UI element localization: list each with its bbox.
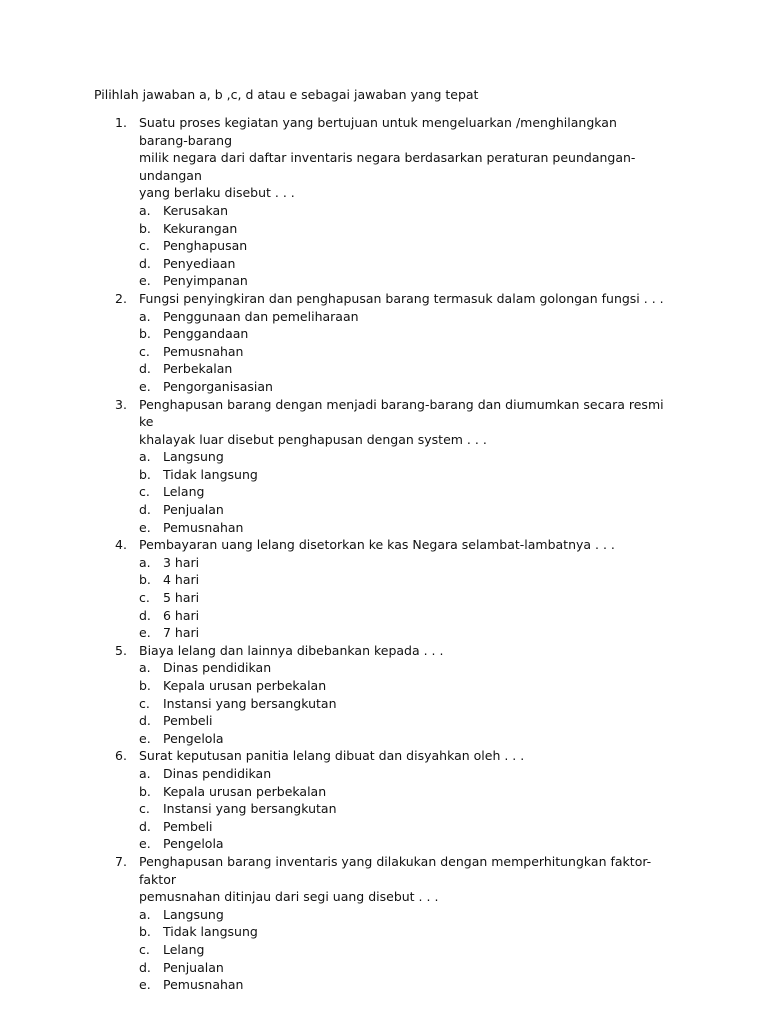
answer-option: [0, 501, 768, 519]
option-letter: e.: [139, 730, 151, 746]
option-letter: b.: [139, 678, 151, 693]
question-text-line: pemusnahan ditinjau dari segi uang disebut . . .: [139, 889, 439, 905]
option-letter: d.: [139, 607, 151, 623]
option-text: Perbekalan: [163, 361, 233, 377]
option-letter: e.: [139, 836, 151, 852]
option-letter: b.: [139, 326, 151, 342]
option-text: Kekurangan: [163, 220, 238, 236]
answer-option: [0, 220, 768, 238]
question-number: 7.: [115, 853, 127, 869]
option-text: Lelang: [163, 484, 205, 500]
question-item: [0, 853, 768, 994]
question-item: [0, 642, 768, 748]
option-text: Tidak langsung: [163, 924, 258, 940]
option-text: Pembeli: [163, 713, 213, 729]
question-row: [0, 853, 669, 906]
answer-option: [0, 448, 768, 466]
option-letter: c.: [139, 343, 150, 359]
option-letter: a.: [139, 308, 151, 324]
answer-option: [0, 466, 768, 484]
option-text: Pengelola: [163, 730, 224, 746]
option-text: Penghapusan: [163, 238, 248, 254]
answer-option: [0, 272, 768, 290]
answer-option: [0, 483, 768, 501]
answer-option: [0, 800, 768, 818]
option-letter: b.: [139, 783, 151, 799]
question-text-line: Fungsi penyingkiran dan penghapusan barang termasuk dalam golongan fungsi . . .: [139, 290, 664, 306]
option-text: Pemusnahan: [163, 519, 244, 535]
option-text: 4 hari: [163, 572, 200, 588]
option-text: Langsung: [163, 906, 224, 922]
option-text: 3 hari: [163, 554, 200, 570]
option-list: [0, 308, 768, 396]
question-row: [0, 290, 669, 308]
option-text: 7 hari: [163, 625, 200, 641]
option-text: Kepala urusan perbekalan: [163, 783, 327, 799]
option-list: [0, 906, 768, 994]
answer-option: [0, 906, 768, 924]
question-item: [0, 536, 768, 642]
option-text: Dinas pendidikan: [163, 660, 272, 676]
question-row: [0, 536, 669, 554]
option-letter: e.: [139, 273, 151, 289]
question-text-line: khalayak luar disebut penghapusan dengan system . . .: [139, 431, 487, 447]
option-text: Pengorganisasian: [163, 378, 273, 394]
option-text: Dinas pendidikan: [163, 765, 272, 781]
option-letter: c.: [139, 590, 150, 606]
option-letter: b.: [139, 924, 151, 940]
question-text-line: Penghapusan barang inventaris yang dilakukan dengan memperhitungkan faktor-faktor: [139, 853, 652, 887]
question-item: [0, 747, 768, 853]
answer-option: [0, 571, 768, 589]
answer-option: [0, 730, 768, 748]
answer-option: [0, 941, 768, 959]
option-text: Langsung: [163, 449, 224, 465]
question-item: [0, 396, 768, 537]
answer-option: [0, 624, 768, 642]
option-text: Penyimpanan: [163, 273, 248, 289]
option-text: Kepala urusan perbekalan: [163, 678, 327, 693]
option-letter: c.: [139, 695, 150, 711]
option-text: Instansi yang bersangkutan: [163, 801, 337, 817]
question-text-line: yang berlaku disebut . . .: [139, 185, 295, 201]
option-letter: a.: [139, 660, 151, 676]
option-letter: c.: [139, 801, 150, 817]
question-number: 4.: [115, 537, 127, 553]
answer-option: [0, 325, 768, 343]
answer-option: [0, 959, 768, 977]
option-letter: d.: [139, 818, 151, 834]
option-letter: a.: [139, 765, 151, 781]
answer-option: [0, 308, 768, 326]
question-list: [0, 114, 768, 994]
option-letter: c.: [139, 941, 150, 957]
answer-option: [0, 783, 768, 801]
option-text: Pemusnahan: [163, 343, 244, 359]
option-text: 6 hari: [163, 607, 200, 623]
option-text: 5 hari: [163, 590, 200, 606]
option-letter: d.: [139, 361, 151, 377]
answer-option: [0, 607, 768, 625]
option-letter: b.: [139, 466, 151, 482]
option-text: Penggandaan: [163, 326, 249, 342]
question-number: 5.: [115, 642, 127, 658]
answer-option: [0, 695, 768, 713]
question-item: [0, 290, 768, 396]
answer-option: [0, 360, 768, 378]
question-item: [0, 114, 768, 290]
answer-option: [0, 659, 768, 677]
question-text-line: Pembayaran uang lelang disetorkan ke kas Negara selambat-lambatnya . . .: [139, 537, 615, 553]
option-letter: c.: [139, 238, 150, 254]
answer-option: [0, 589, 768, 607]
option-text: Lelang: [163, 941, 205, 957]
option-letter: e.: [139, 625, 151, 641]
answer-option: [0, 712, 768, 730]
option-list: [0, 448, 768, 536]
question-text-line: Suatu proses kegiatan yang bertujuan untuk mengeluarkan /menghilangkan barang-barang: [139, 115, 617, 148]
answer-option: [0, 554, 768, 572]
answer-option: [0, 835, 768, 853]
option-letter: a.: [139, 202, 151, 218]
question-number: 3.: [115, 396, 127, 412]
question-number: 2.: [115, 290, 127, 306]
question-text-line: Surat keputusan panitia lelang dibuat dan disyahkan oleh . . .: [139, 748, 525, 764]
answer-option: [0, 923, 768, 941]
question-row: [0, 642, 669, 660]
question-number: 1.: [115, 115, 127, 130]
option-list: [0, 554, 768, 642]
option-letter: b.: [139, 220, 151, 236]
answer-option: [0, 519, 768, 537]
instruction-text: Pilihlah jawaban a, b ,c, d atau e sebagai jawaban yang tepat: [94, 87, 479, 102]
option-letter: a.: [139, 906, 151, 922]
question-number: 6.: [115, 748, 127, 764]
option-letter: e.: [139, 977, 151, 993]
option-letter: d.: [139, 713, 151, 729]
option-text: Kerusakan: [163, 202, 229, 218]
option-text: Penyediaan: [163, 255, 236, 271]
answer-option: [0, 202, 768, 220]
answer-option: [0, 818, 768, 836]
option-text: Pemusnahan: [163, 977, 244, 993]
option-letter: e.: [139, 519, 151, 535]
answer-option: [0, 255, 768, 273]
option-text: Penjualan: [163, 502, 224, 518]
option-list: [0, 765, 768, 853]
question-row: [0, 396, 669, 449]
answer-option: [0, 677, 768, 695]
question-row: [0, 114, 669, 202]
option-letter: e.: [139, 378, 151, 394]
option-text: Penggunaan dan pemeliharaan: [163, 308, 359, 324]
question-text-line: Penghapusan barang dengan menjadi barang-barang dan diumumkan secara resmi ke: [139, 396, 664, 430]
option-letter: d.: [139, 255, 151, 271]
option-letter: c.: [139, 484, 150, 500]
option-text: Instansi yang bersangkutan: [163, 695, 337, 711]
answer-option: [0, 976, 768, 994]
option-letter: d.: [139, 959, 151, 975]
option-letter: b.: [139, 572, 151, 588]
option-list: [0, 202, 768, 290]
option-text: Penjualan: [163, 959, 224, 975]
question-row: [0, 747, 669, 765]
option-text: Tidak langsung: [163, 466, 258, 482]
answer-option: [0, 765, 768, 783]
option-letter: d.: [139, 502, 151, 518]
option-letter: a.: [139, 449, 151, 465]
question-text-line: milik negara dari daftar inventaris negara berdasarkan peraturan peundangan-undangan: [139, 150, 636, 183]
answer-option: [0, 378, 768, 396]
option-letter: a.: [139, 554, 151, 570]
option-list: [0, 659, 768, 747]
answer-option: [0, 343, 768, 361]
answer-option: [0, 237, 768, 255]
question-text-line: Biaya lelang dan lainnya dibebankan kepada . . .: [139, 642, 444, 658]
option-text: Pembeli: [163, 818, 213, 834]
option-text: Pengelola: [163, 836, 224, 852]
